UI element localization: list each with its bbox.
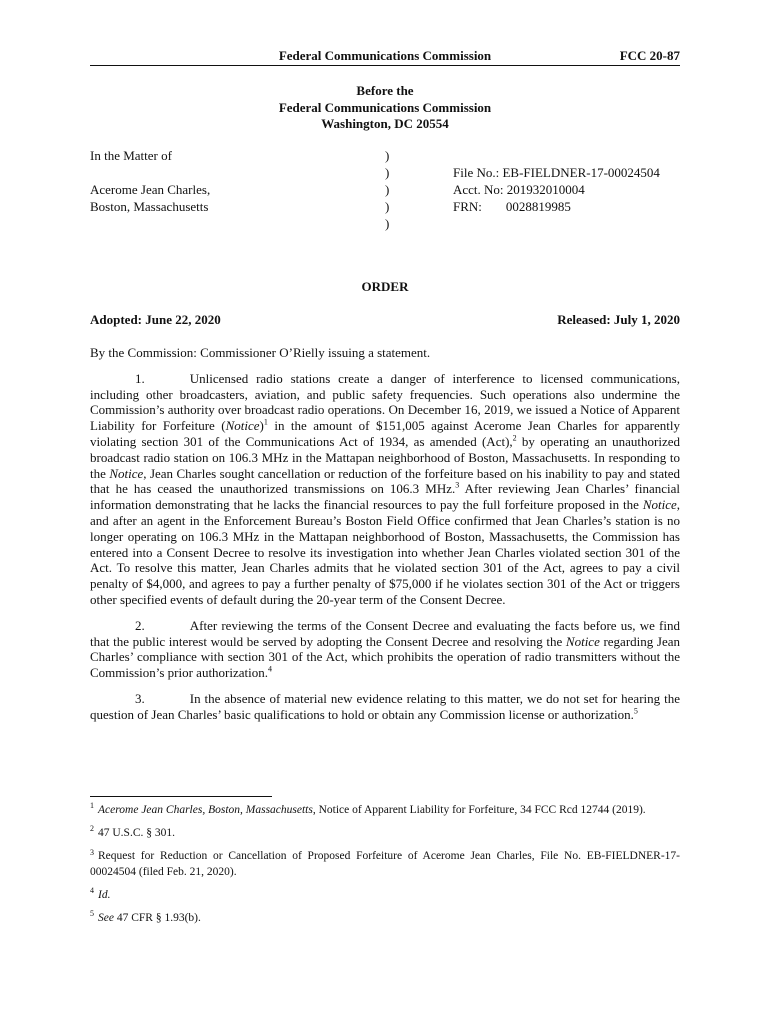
footnote-number: 4 (90, 885, 94, 895)
byline: By the Commission: Commissioner O’Rielly issuing a statement. (90, 345, 431, 360)
paren: ) (385, 148, 390, 163)
adopted-date: Adopted: June 22, 2020 (90, 312, 221, 327)
order-title: ORDER (361, 279, 409, 294)
running-header (90, 47, 680, 66)
agency-location: Washington, DC 20554 (321, 116, 449, 131)
matter-label: In the Matter of (90, 148, 172, 163)
footnote-number: 5 (90, 909, 94, 919)
footnote-1: $^1$ Acerome Jean Charles, Boston, Massachusetts, Notice of Apparent Liability for Forfeiture, 34 FCC Rcd 12744 (2019). (90, 801, 646, 816)
file-number-label: File No.: (453, 165, 500, 180)
account-number (453, 181, 693, 198)
footnote-divider (90, 796, 272, 797)
paren: ) (385, 199, 390, 214)
footnote-3: $^3$ Request for Reduction or Cancellation of Proposed Forfeiture of Acerome Jean Charles, File No. EB-FIELDNER-17-00024504 (filed Feb. 21, 2020). (90, 847, 680, 878)
footnote-number: 3 (90, 847, 94, 857)
paragraph-1: 1. Unlicensed radio stations create a danger of interference to licensed communications, including other broadcasters, aviation, and public safety frequencies. Such operations also undermine the Commission’s authority over broadcast radio operations. On December 16, 2019, we issued a Notice of Apparent Liability for Forfeiture (Notice)$^1$ in the amount of $151,005 against Acerome Jean Charles for apparently violating section 301 of the Communications Act of 1934, as amended (Act),$^2$ by operating an unauthorized broadcast radio station on 106.3 MHz in the Mattapan neighborhood of Boston, Massachusetts. In responding to the Notice, Jean Charles sought cancellation or reduction of the forfeiture based on his inability to pay and stated that he has ceased the unauthorized transmissions on 106.3 MHz.$^3$ After reviewing Jean Charles’ financial information demonstrating that he lacks the financial resources to pay the full forfeiture proposed in the Notice, and after an agent in the Enforcement Bureau’s Boston Field Office confirmed that Jean Charles’s station is no longer operating on 106.3 MHz in the Mattapan neighborhood of Boston, Massachusetts, the Commission has entered into a Consent Decree to resolve its investigation into whether Jean Charles violated section 301 of the Act. To resolve this matter, Jean Charles admits that he violated section 301 of the Act, agrees to pay a civil penalty of $4,000, and agrees to pay a further penalty of $75,000 if he violates section 301 of the Act or triggers other specified events of default during the 20-year term of the Consent Decree. (90, 370, 680, 607)
footnote-ref: 5 (633, 706, 638, 716)
before-line: Before the (356, 83, 414, 98)
footnote-ref: 4 (268, 664, 273, 674)
account-number-value: 201932010004 (506, 182, 585, 197)
footnote-number: 1 (90, 801, 94, 811)
frn-value: 0028819985 (505, 199, 571, 214)
paren: ) (385, 165, 390, 180)
paren: ) (385, 182, 390, 197)
caption-parentheses (385, 147, 397, 232)
footnote-ref: 3 (455, 481, 460, 491)
frn-label: FRN: (453, 199, 482, 214)
party-location: Boston, Massachusetts (90, 199, 209, 214)
paragraph-number: 3. (135, 690, 145, 706)
footnote-ref: 2 (512, 433, 517, 443)
paragraph-2: 2. After reviewing the terms of the Consent Decree and evaluating the facts before us, we find that the public interest would be served by adopting the Consent Decree and resolving the Notice regarding Jean Charles’ compliance with section 301 of the Act, which prohibits the operation of radio transmitters without the Commission’s prior authorization.$^4$ (90, 617, 680, 681)
dates-line (90, 312, 680, 328)
file-number-value: EB-FIELDNER-17-00024504 (502, 165, 660, 180)
file-number (453, 164, 693, 181)
before-block (90, 83, 680, 133)
paren: ) (385, 216, 390, 231)
paragraph-number: 2. (135, 617, 145, 633)
header-docket-number: FCC 20-87 (619, 48, 680, 63)
frn-number (453, 198, 693, 215)
account-number-label: Acct. No: (453, 182, 504, 197)
caption-identifiers (453, 147, 693, 215)
footnote-4: $^4$ Id. (90, 885, 111, 901)
caption-parties (90, 147, 350, 215)
footnote-2: $^2$ 47 U.S.C. § 301. (90, 824, 175, 840)
party-name: Acerome Jean Charles, (90, 182, 211, 197)
paragraph-3: 3. In the absence of material new evidence relating to this matter, we do not set for hearing the question of Jean Charles’ basic qualifications to hold or obtain any Commission license or authorization.$^5$ (90, 690, 680, 722)
released-date: Released: July 1, 2020 (557, 312, 680, 327)
order-body (90, 345, 680, 733)
footnote-ref: 1 (263, 417, 268, 427)
header-agency: Federal Communications Commission (278, 48, 492, 63)
footnote-5: $^5$ See 47 CFR § 1.93(b). (90, 909, 201, 925)
paragraph-number: 1. (135, 370, 145, 386)
footnote-number: 2 (90, 824, 94, 834)
footnotes (90, 803, 680, 934)
agency-name: Federal Communications Commission (278, 99, 492, 115)
